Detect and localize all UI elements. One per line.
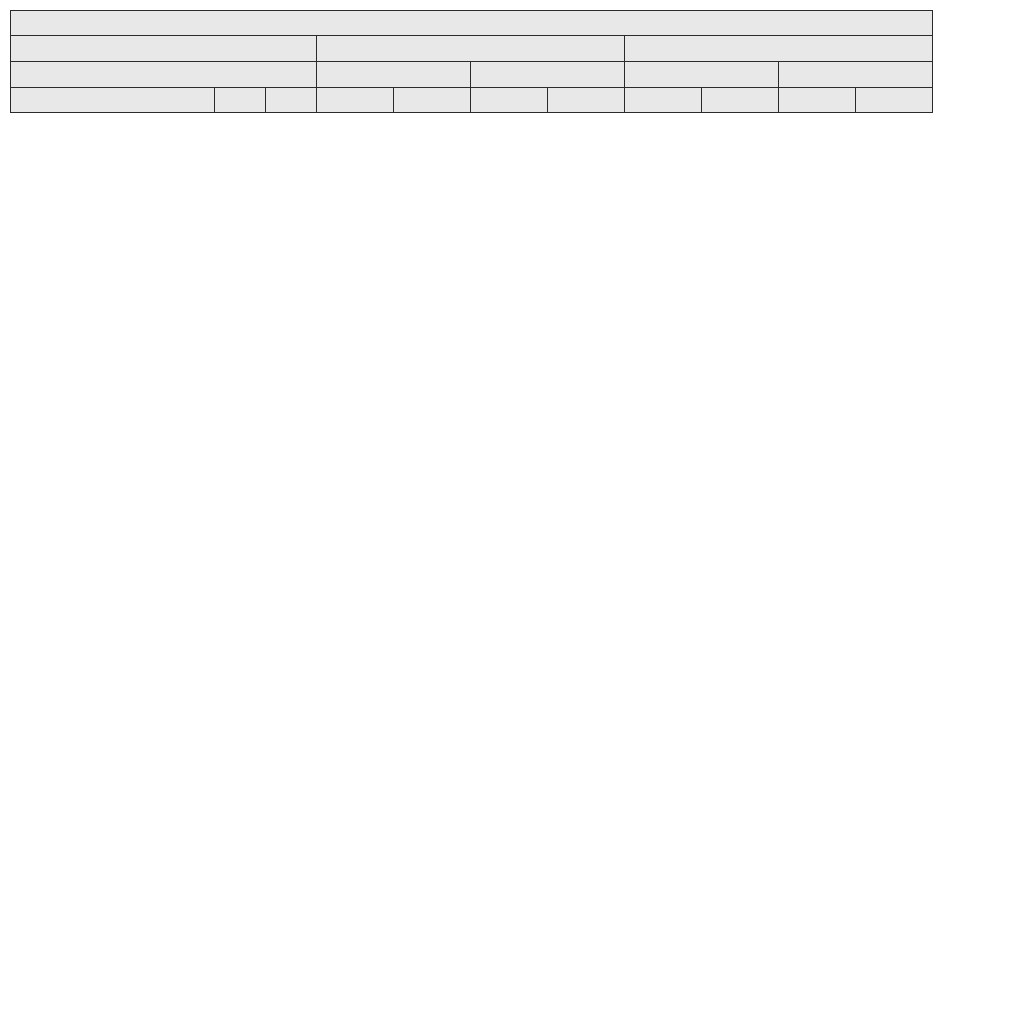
- col-header-oblique1: [471, 88, 548, 113]
- avg-high-mode-header: [471, 62, 625, 88]
- date-range-label: [11, 36, 317, 62]
- col-header-oblique1: [625, 88, 702, 113]
- section-header-row: [11, 36, 933, 62]
- std-high-mode-header: [779, 62, 933, 88]
- colorbar-gradient: [951, 36, 965, 518]
- col-header-oblique2: [702, 88, 779, 113]
- std-low-mode-header: [625, 62, 779, 88]
- section-std-dev-header: [625, 36, 933, 62]
- col-header-id: [215, 88, 266, 113]
- col-header-freq: [266, 88, 317, 113]
- col-header-oblique2: [856, 88, 933, 113]
- col-header-oblique2: [548, 88, 625, 113]
- col-header-oblique2: [394, 88, 471, 113]
- avg-low-mode-header: [317, 62, 471, 88]
- col-header-city: [11, 88, 215, 113]
- column-header-row: [11, 88, 933, 113]
- section-average-header: [317, 36, 625, 62]
- mode-header-row: [11, 62, 933, 88]
- col-header-oblique1: [317, 88, 394, 113]
- title-row: [11, 11, 933, 36]
- col-header-oblique1: [779, 88, 856, 113]
- figure-title: [11, 11, 933, 36]
- site-info-header: [11, 62, 317, 88]
- stats-table: [10, 10, 933, 113]
